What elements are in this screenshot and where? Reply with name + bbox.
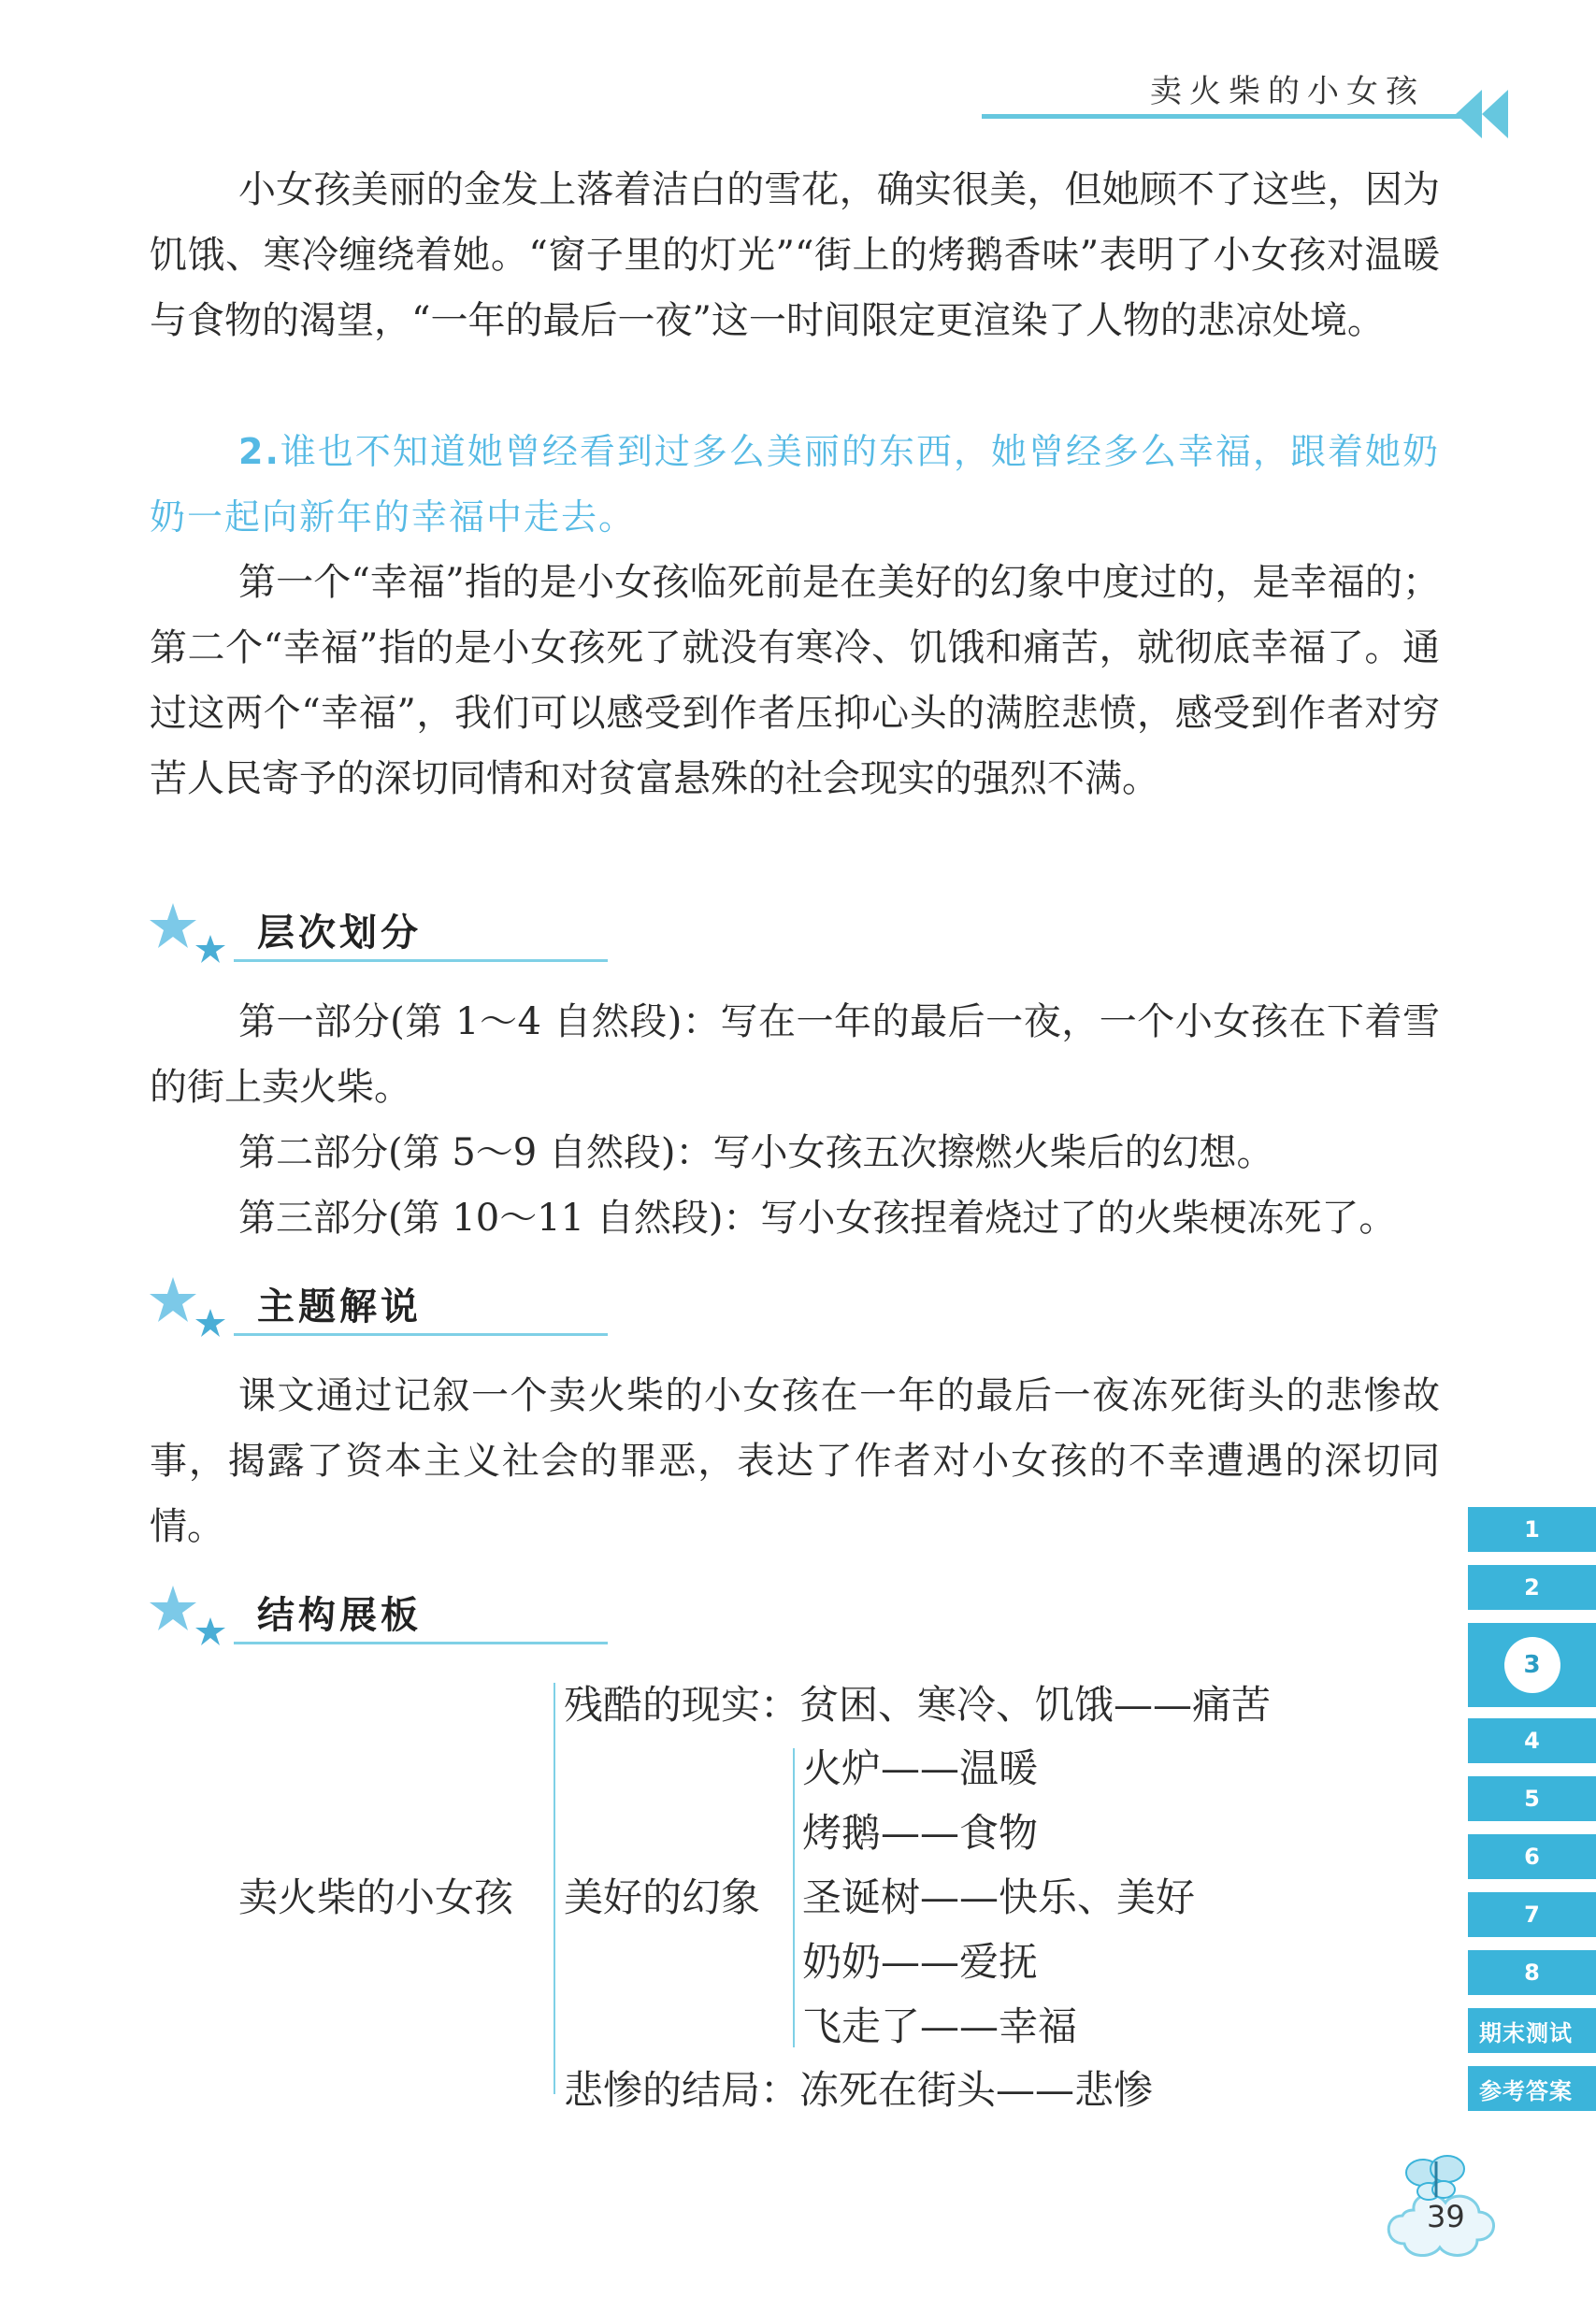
section-underline <box>234 1642 608 1644</box>
section-underline <box>234 959 608 962</box>
part-3-text: 第三部分(第 10～11 自然段)：写小女孩捏着烧过了的火柴梗冻死了。 <box>238 1197 1397 1240</box>
structure-fantasy-label: 美好的幻象 <box>564 1874 761 1920</box>
analysis-paragraph-2: 第一个“幸福”指的是小女孩临死前是在美好的幻象中度过的，是幸福的；第二个“幸福”指的是小女孩死了就没有寒冷、饥饿和痛苦，就彻底幸福了。通过这两个“幸福”，我们可以感受到作者压抑心头的满腔悲愤，感受到作者对穷苦人民寄予的深切同情和对贫富悬殊的社会现实的强烈不满。 <box>150 561 1440 800</box>
page-number: 39 <box>1427 2199 1465 2234</box>
section-header-structure <box>145 1580 463 1655</box>
stars-icon <box>145 1580 248 1655</box>
section-title: 主题解说 <box>257 1285 422 1328</box>
tab-chapter-2[interactable]: 2 <box>1468 1565 1596 1610</box>
tab-answers[interactable]: 参考答案 <box>1468 2066 1596 2111</box>
structure-brace-main <box>554 1683 555 2094</box>
tab-final-test[interactable]: 期末测试 <box>1468 2008 1596 2053</box>
theme-text: 课文通过记叙一个卖火柴的小女孩在一年的最后一夜冻死街头的悲惨故事，揭露了资本主义社会的罪恶，表达了作者对小女孩的不幸遭遇的深切同情。 <box>150 1374 1440 1548</box>
structure-brace-fantasy <box>793 1748 795 2047</box>
quote-question-2 <box>150 419 1440 550</box>
section-title: 层次划分 <box>257 912 422 955</box>
tab-chapter-4[interactable]: 4 <box>1468 1718 1596 1763</box>
running-header-title: 卖火柴的小女孩 <box>1150 73 1425 110</box>
structure-root: 卖火柴的小女孩 <box>238 1874 514 1920</box>
double-chevron-left-icon <box>1454 88 1510 140</box>
tab-chapter-5[interactable]: 5 <box>1468 1776 1596 1821</box>
question-text: 谁也不知道她曾经看到过多么美丽的东西，她曾经多么幸福，跟着她奶奶一起向新年的幸福中走去。 <box>150 431 1440 538</box>
fantasy-item: 烤鹅——食物 <box>802 1810 1039 1856</box>
tab-chapter-7[interactable]: 7 <box>1468 1892 1596 1937</box>
part-2-text: 第二部分(第 5～9 自然段)：写小女孩五次擦燃火柴后的幻想。 <box>238 1131 1274 1174</box>
structure-reality: 残酷的现实：贫困、寒冷、饥饿——痛苦 <box>564 1682 1272 1728</box>
section-title: 结构展板 <box>257 1594 422 1637</box>
header-rule <box>982 114 1468 119</box>
question-number: 2. <box>238 431 280 472</box>
stars-icon <box>145 897 248 972</box>
fantasy-item: 奶奶——爱抚 <box>802 1939 1039 1985</box>
part-1-text: 第一部分(第 1～4 自然段)：写在一年的最后一夜，一个小女孩在下着雪的街上卖火柴。 <box>150 1000 1440 1109</box>
tab-chapter-1[interactable]: 1 <box>1468 1507 1596 1552</box>
section-underline <box>234 1333 608 1336</box>
page-number-badge <box>1374 2141 1515 2262</box>
structure-ending: 悲惨的结局：冻死在街头——悲惨 <box>564 2067 1154 2113</box>
section-header-layers <box>145 897 463 972</box>
fantasy-item: 飞走了——幸福 <box>802 2003 1078 2049</box>
section-header-theme <box>145 1271 463 1346</box>
fantasy-item: 火炉——温暖 <box>802 1745 1039 1791</box>
fantasy-item: 圣诞树——快乐、美好 <box>802 1874 1196 1920</box>
tab-chapter-8[interactable]: 8 <box>1468 1950 1596 1995</box>
active-tab-marker: 3 <box>1504 1637 1560 1693</box>
tab-chapter-3[interactable] <box>1468 1623 1596 1707</box>
analysis-paragraph-1: 小女孩美丽的金发上落着洁白的雪花，确实很美，但她顾不了这些，因为饥饿、寒冷缠绕着她。“窗子里的灯光”“街上的烤鹅香味”表明了小女孩对温暖与食物的渴望，“一年的最后一夜”这一时间限定更渲染了人物的悲凉处境。 <box>150 168 1440 342</box>
tab-chapter-6[interactable]: 6 <box>1468 1834 1596 1879</box>
stars-icon <box>145 1271 248 1346</box>
